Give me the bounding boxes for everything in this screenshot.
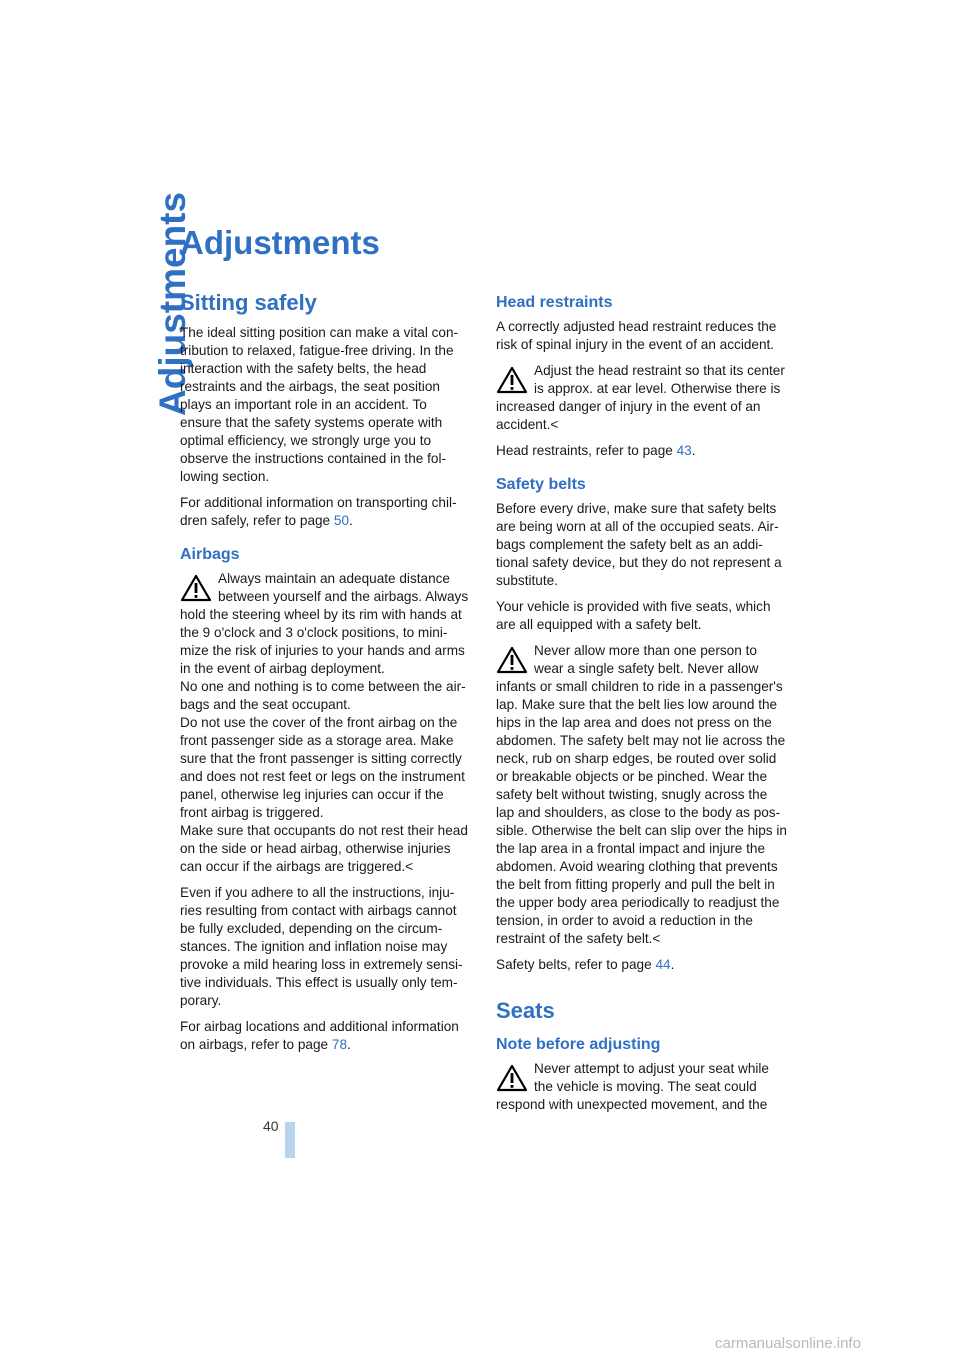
page-number: 40 xyxy=(263,1118,279,1134)
page-marker-bar xyxy=(285,1122,295,1158)
subsection-title-note-before-adjusting: Note before adjusting xyxy=(496,1036,661,1053)
page-link-44[interactable]: 44 xyxy=(655,957,671,972)
paragraph: Even if you adhere to all the instructions, inju-ries resulting from contact with airbags cannot be fully excluded, depending on the circum-stances. The ignition and inflation noise may provoke a mild hearing loss in extremely sensi-tive individuals. This effect is usually only tem-porary. xyxy=(180,885,463,1008)
left-column xyxy=(180,290,472,1062)
section-title-seats: Seats xyxy=(496,998,555,1023)
warning-block-safety-belts xyxy=(496,642,788,948)
subsection-title-safety-belts: Safety belts xyxy=(496,476,586,493)
section-title-sitting-safely: Sitting safely xyxy=(180,290,317,315)
warning-triangle-icon xyxy=(496,1064,528,1092)
paragraph-with-reference: Head restraints, refer to page 43. xyxy=(496,443,696,458)
watermark: carmanualsonline.info xyxy=(715,1335,861,1352)
reference-text: Safety belts, refer to page xyxy=(496,957,656,972)
warning-text: Make sure that occupants do not rest their head on the side or head airbag, otherwise injuries can occur if the airbags are triggered.< xyxy=(180,823,468,874)
reference-text: For additional information on transporting chil-dren safely, refer to page xyxy=(180,495,457,528)
warning-triangle-icon xyxy=(496,646,528,674)
warning-text: Adjust the head restraint so that its center is approx. at ear level. Otherwise there is increased danger of injury in the event of an accident.< xyxy=(496,363,785,432)
paragraph-with-reference: For additional information on transporting chil-dren safely, refer to page 50. xyxy=(180,495,457,528)
warning-text: Never allow more than one person to wear a single safety belt. Never allow infants or small children to ride in a passenger's lap. Make sure that the belt lies low around the hips in the lap area and does not press on the abdomen. The safety belt may not lie across the neck, rub on sharp edges, be routed over solid or breakable objects or be pinched. Wear the safety belt without twisting, snugly across the lap and shoulders, as close to the body as pos-sible. Otherwise the belt can slip over the hips in the lap area in a frontal impact and injure the abdomen. Avoid wearing clothing that prevents the belt from fitting properly and pull the belt in the upper body area periodically to readjust the tension, in order to avoid a reduction in the restraint of the safety belt.< xyxy=(496,643,787,946)
reference-text: Head restraints, refer to page xyxy=(496,443,677,458)
paragraph-with-reference: For airbag locations and additional information on airbags, refer to page 78. xyxy=(180,1019,459,1052)
reference-text: For airbag locations and additional information on airbags, refer to page xyxy=(180,1019,459,1052)
subsection-title-head-restraints: Head restraints xyxy=(496,294,613,311)
page-link-78[interactable]: 78 xyxy=(331,1037,348,1052)
paragraph-with-reference: Safety belts, refer to page 44. xyxy=(496,957,675,972)
warning-triangle-icon xyxy=(180,574,212,602)
paragraph: A correctly adjusted head restraint reduces the risk of spinal injury in the event of an accident. xyxy=(496,319,777,352)
right-column xyxy=(496,294,788,1122)
warning-text: No one and nothing is to come between the air-bags and the seat occupant. xyxy=(180,679,466,712)
warning-text: Do not use the cover of the front airbag on the front passenger side as a storage area. Make sure that the front passenger is sitting correctly and does not rest feet or legs on the instrument panel, otherwise leg injuries can occur if the front airbag is triggered. xyxy=(180,715,465,820)
page-link-43[interactable]: 43 xyxy=(676,443,692,458)
warning-block-seats xyxy=(496,1060,788,1114)
paragraph: Before every drive, make sure that safety belts are being worn at all of the occupied seats. Air-bags complement the safety belt as an addi-tional safety device, but they do not represent a substitute. xyxy=(496,501,782,588)
paragraph: The ideal sitting position can make a vital con-tribution to relaxed, fatigue-free driving. In the interaction with the safety belts, the head restraints and the airbags, the seat position plays an important role in an accident. To ensure that the safety systems operate with optimal efficiency, we strongly urge you to observe the instructions contained in the fol-lowing section. xyxy=(180,325,459,484)
warning-text: Never attempt to adjust your seat while the vehicle is moving. The seat could respond with unexpected movement, and the xyxy=(496,1061,769,1112)
page-link-50[interactable]: 50 xyxy=(333,513,350,528)
seats-section xyxy=(496,998,788,1114)
warning-block-airbags xyxy=(180,570,472,876)
warning-text: Always maintain an adequate distance between yourself and the airbags. Always hold the steering wheel by its rim with hands at the 9 o'clock and 3 o'clock positions, to mini-mize the risk of injuries to your hands and arms in the event of airbag deployment. xyxy=(180,571,469,676)
side-chapter-label: Adjustments xyxy=(152,191,193,416)
chapter-title: Adjustments xyxy=(180,224,380,261)
subsection-title-airbags: Airbags xyxy=(180,546,240,563)
warning-block-head-restraints xyxy=(496,362,788,434)
paragraph: Your vehicle is provided with five seats, which are all equipped with a safety belt. xyxy=(496,599,771,632)
warning-triangle-icon xyxy=(496,366,528,394)
side-chapter-tab xyxy=(100,191,193,430)
